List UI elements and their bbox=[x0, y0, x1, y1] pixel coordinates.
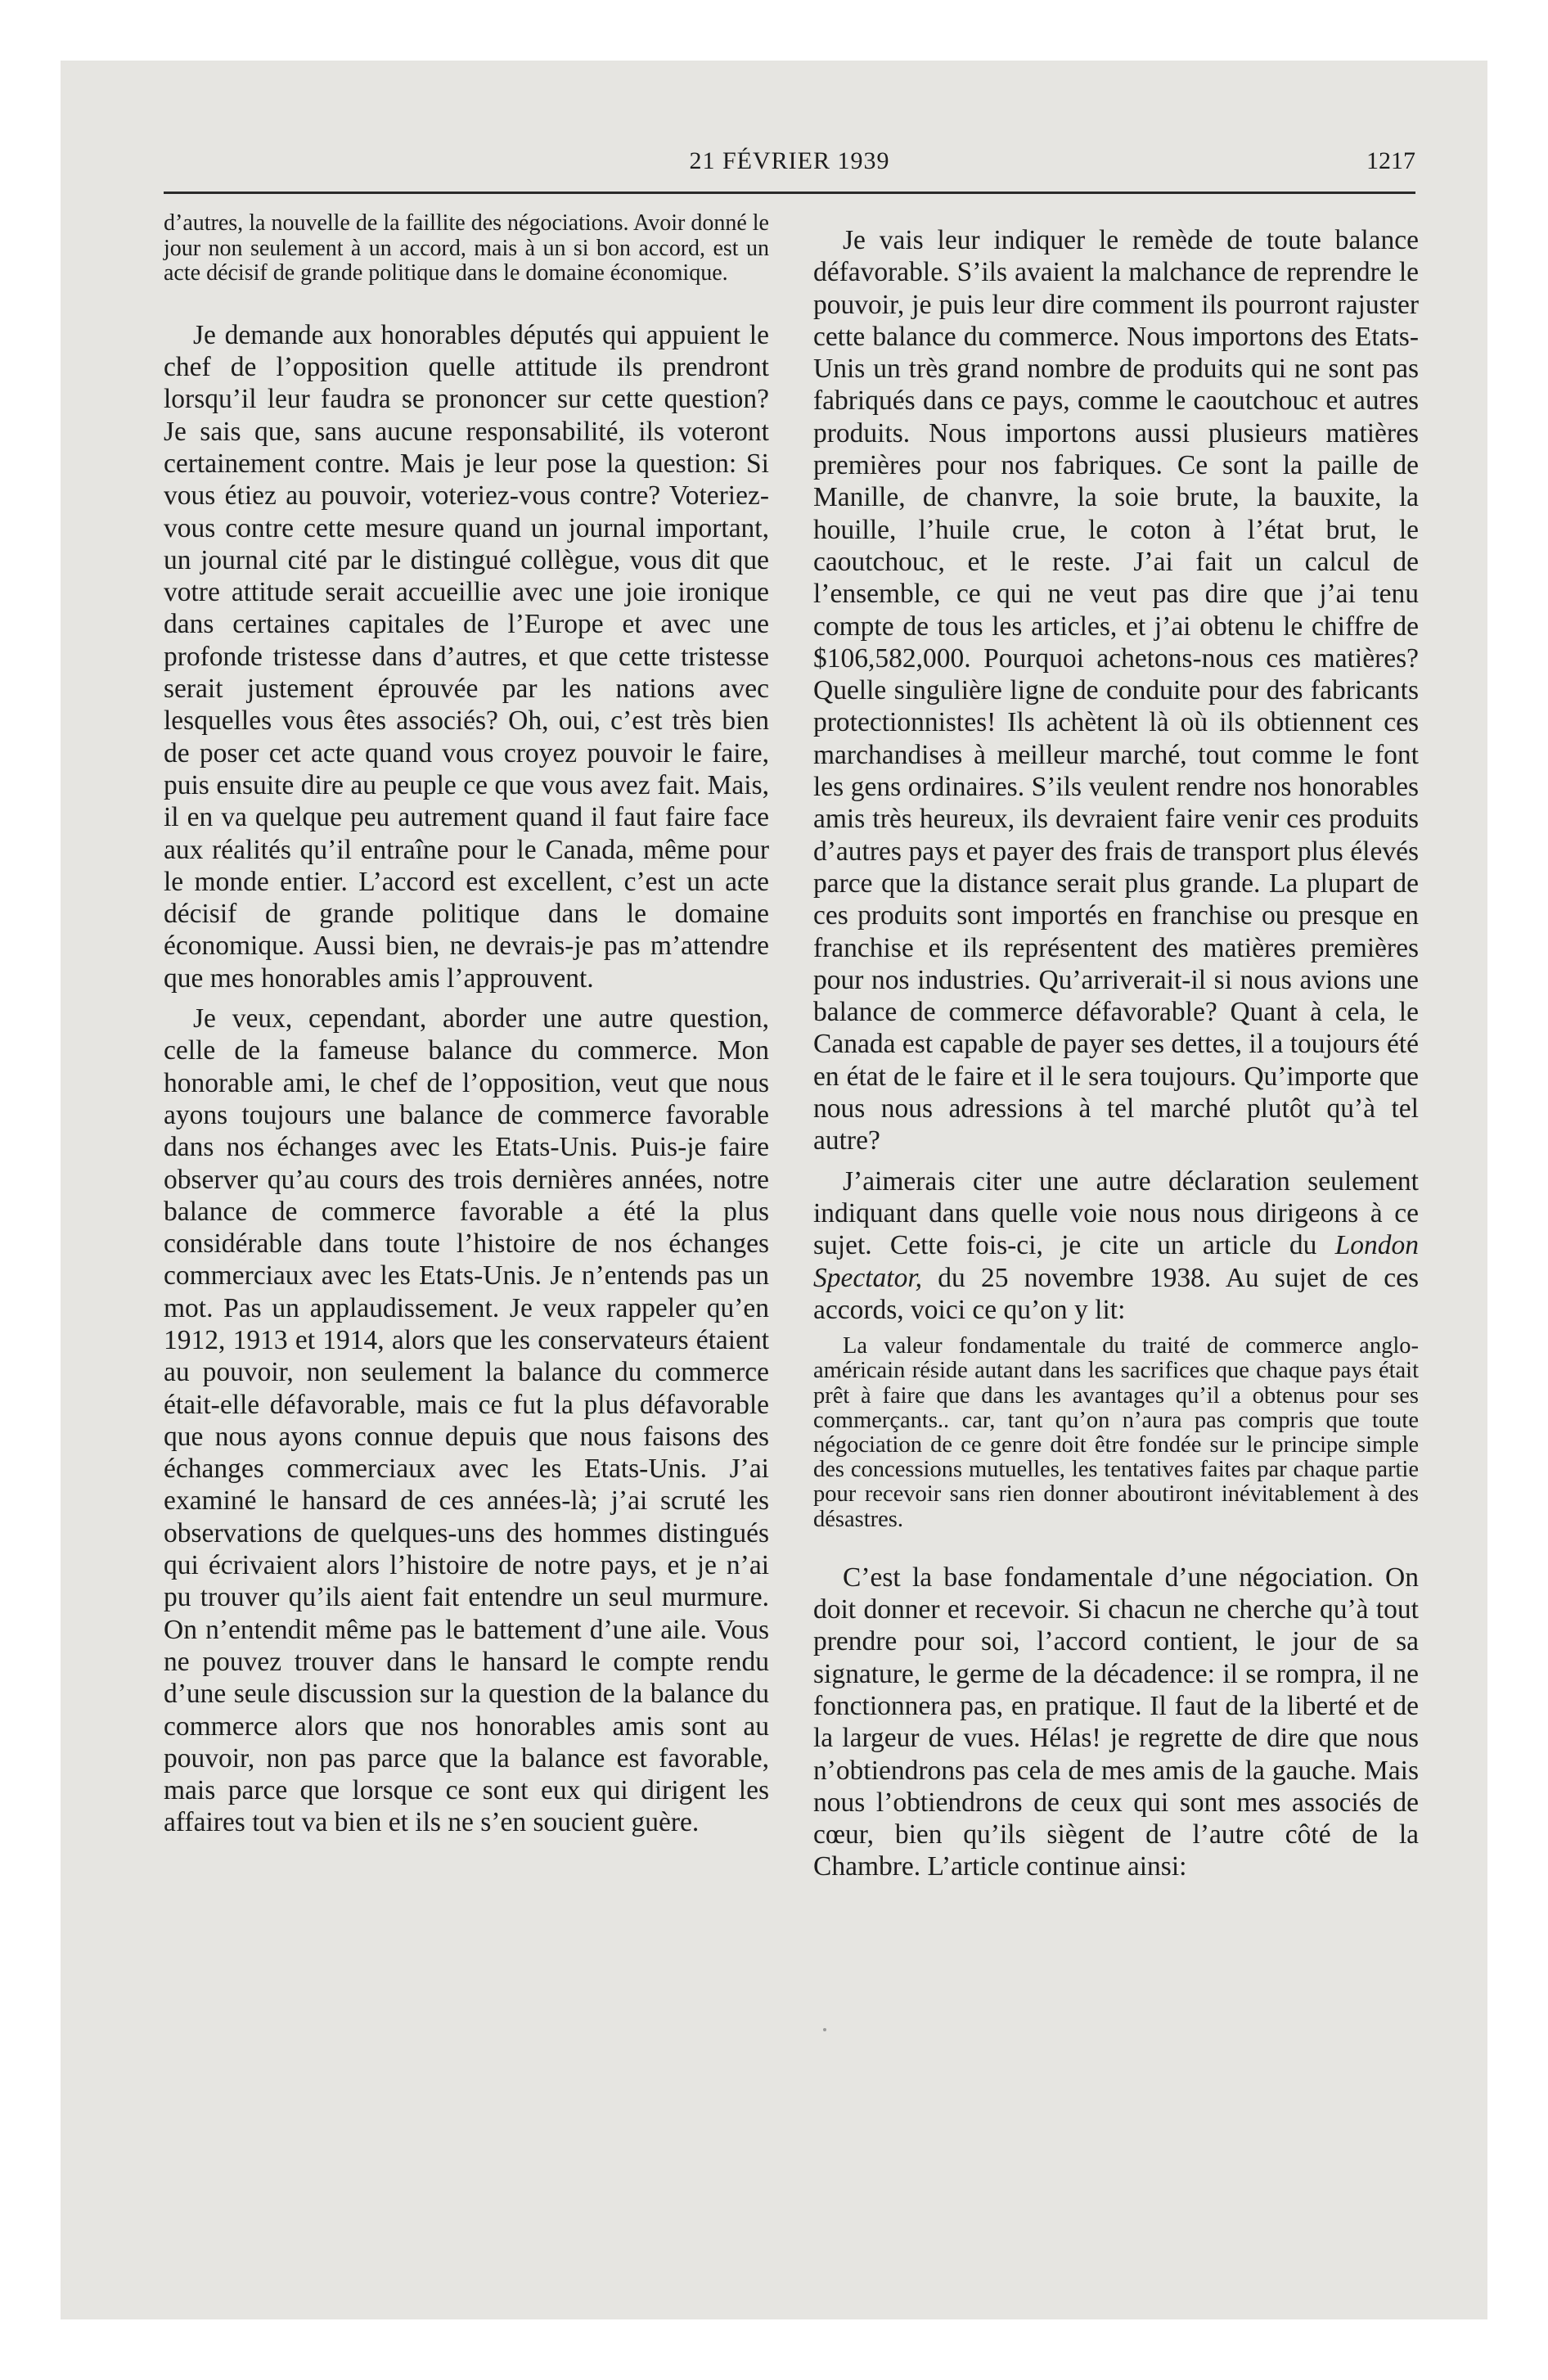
publication-title: London Spectator, bbox=[813, 1230, 1419, 1293]
left-paragraph-1: d’autres, la nouvelle de la faillite des négociations. Avoir donné le jour non seulement à un accord, mais à un si bon accord, est un acte décisif de grande politique dans le domaine économique. bbox=[164, 210, 769, 286]
left-paragraph-2: Je demande aux honorables députés qui appuient le chef de l’opposition quelle attitude ils prendront lorsqu’il leur faudra se prononcer sur cette question? Je sais que, sans aucune responsabilité, ils voteront certainement contre. Mais je leur pose la question: Si vous étiez au pouvoir, voteriez-vous contre? Voteriez-vous contre cette mesure quand un journal important, un journal cité par le distingué collègue, vous dit que votre attitude serait accueillie avec une joie ironique dans certaines capitales de l’Europe et avec une profonde tristesse dans d’autres, et que cette tristesse serait justement éprouvée par les nations avec lesquelles vous êtes associés? Oh, oui, c’est très bien de poser cet acte quand vous croyez pouvoir le faire, puis ensuite dire au peuple ce que vous avez fait. Mais, il en va quelque peu autrement quand il faut faire face aux réalités qu’il entraîne pour le Canada, même pour le monde entier. L’accord est excellent, c’est un acte décisif de grande politique dans le domaine économique. Aussi bien, ne devrais-je pas m’attendre que mes honorables amis l’approuvent. bbox=[164, 319, 769, 994]
right-paragraph-2-end: du 25 novembre 1938. Au sujet de ces accords, voici ce qu’on y lit: bbox=[813, 1262, 1419, 1325]
page-number: 1217 bbox=[1366, 147, 1415, 174]
print-speck bbox=[823, 2028, 826, 2031]
left-paragraph-3: Je veux, cependant, aborder une autre question, celle de la fameuse balance du commerce. Mon honorable ami, le chef de l’opposition, veut que nous ayons toujours une balance de commerce favorable dans nos échanges avec les Etats-Unis. Puis-je faire observer qu’au cours des trois dernières années, notre balance de commerce favorable a été la plus considérable dans toute l’histoire de nos échanges commerciaux avec les Etats-Unis. Je n’entends pas un mot. Pas un applaudissement. Je veux rappeler qu’en 1912, 1913 et 1914, alors que les conservateurs étaient au pouvoir, non seulement la balance du commerce était-elle défavorable, mais ce fut la plus défavorable que nous ayons connue depuis que nous faisons des échanges commerciaux avec les Etats-Unis. J’ai examiné le hansard de ces années-là; j’ai scruté les observations de quelques-uns des hommes distingués qui écrivaient alors l’histoire de notre pays, et je n’ai pu trouver qu’ils aient fait entendre un seul murmure. On n’entendit même pas le battement d’une aile. Vous ne pouvez trouver dans le hansard le compte rendu d’une seule discussion sur la question de la balance du commerce alors que nos honorables amis sont au pouvoir, non pas parce que la balance est favorable, mais parce que lorsque ce sont eux qui dirigent les affaires tout va bien et ils ne s’en soucient guère. bbox=[164, 1003, 769, 1838]
right-column bbox=[813, 211, 1419, 1891]
right-paragraph-1: Je vais leur indiquer le remède de toute balance défavorable. S’ils avaient la malchance de reprendre le pouvoir, je puis leur dire comment ils pourront rajuster cette balance du commerce. Nous importons des Etats-Unis un très grand nombre de produits qui ne sont pas fabriqués dans ce pays, comme le caoutchouc et autres produits. Nous importons aussi plusieurs matières premières pour nos fabriques. Ce sont la paille de Manille, de chanvre, la soie brute, la bauxite, la houille, l’huile crue, le coton à l’état brut, le caoutchouc, et le reste. J’ai fait un calcul de l’ensemble, ce qui ne veut pas dire que j’ai tenu compte de tous les articles, et j’ai obtenu le chiffre de $106,582,000. Pourquoi achetons-nous ces matières? Quelle singulière ligne de conduite pour des fabricants protectionnistes! Ils achètent là où ils obtiennent ces marchandises à meilleur marché, tout comme le font les gens ordinaires. S’ils veulent rendre nos honorables amis très heureux, ils devraient faire venir ces produits d’autres pays et payer des frais de transport plus élevés parce que la distance serait plus grande. La plupart de ces produits sont importés en franchise ou presque en franchise et ils représentent des matières premières pour nos industries. Qu’arriverait-il si nous avions une balance de commerce défavorable? Quant à cela, le Canada est capable de payer ses dettes, il a toujours été en état de le faire et il le sera toujours. Qu’importe que nous nous adressions à tel marché plutôt qu’à tel autre? bbox=[813, 225, 1419, 1156]
right-paragraph-2-start: J’aimerais citer une autre déclaration seulement indiquant dans quelle voie nous nous dirigeons à ce sujet. Cette fois-ci, je cite un article du bbox=[813, 1165, 1419, 1261]
page-header bbox=[164, 147, 1415, 185]
right-paragraph-2 bbox=[813, 1165, 1419, 1326]
header-rule bbox=[164, 192, 1415, 194]
left-column bbox=[164, 211, 769, 1847]
block-quote: La valeur fondamentale du traité de commerce anglo-américain réside autant dans les sacrifices que chaque pays était prêt à faire que dans les avantages qu’il a obtenus pour ses commerçants.. car, tant qu’on n’aura pas compris que toute négociation de ce genre doit être fondée sur le principe simple des concessions mutuelles, les tentatives faites par chaque partie pour recevoir sans rien donner aboutiront inévitablement à des désastres. bbox=[813, 1333, 1419, 1532]
right-paragraph-3: C’est la base fondamentale d’une négociation. On doit donner et recevoir. Si chacun ne cherche qu’à tout prendre pour soi, l’accord contient, le jour de sa signature, le germe de la décadence: il se rompra, il ne fonctionnera pas, en pratique. Il faut de la liberté et de la largeur de vues. Hélas! je regrette de dire que nous n’obtiendrons pas cela de mes amis de la gauche. Mais nous l’obtiendrons de ceux qui sont mes associés de cœur, bien qu’ils siègent de l’autre côté de la Chambre. L’article continue ainsi: bbox=[813, 1562, 1419, 1882]
header-date: 21 FÉVRIER 1939 bbox=[689, 147, 890, 174]
